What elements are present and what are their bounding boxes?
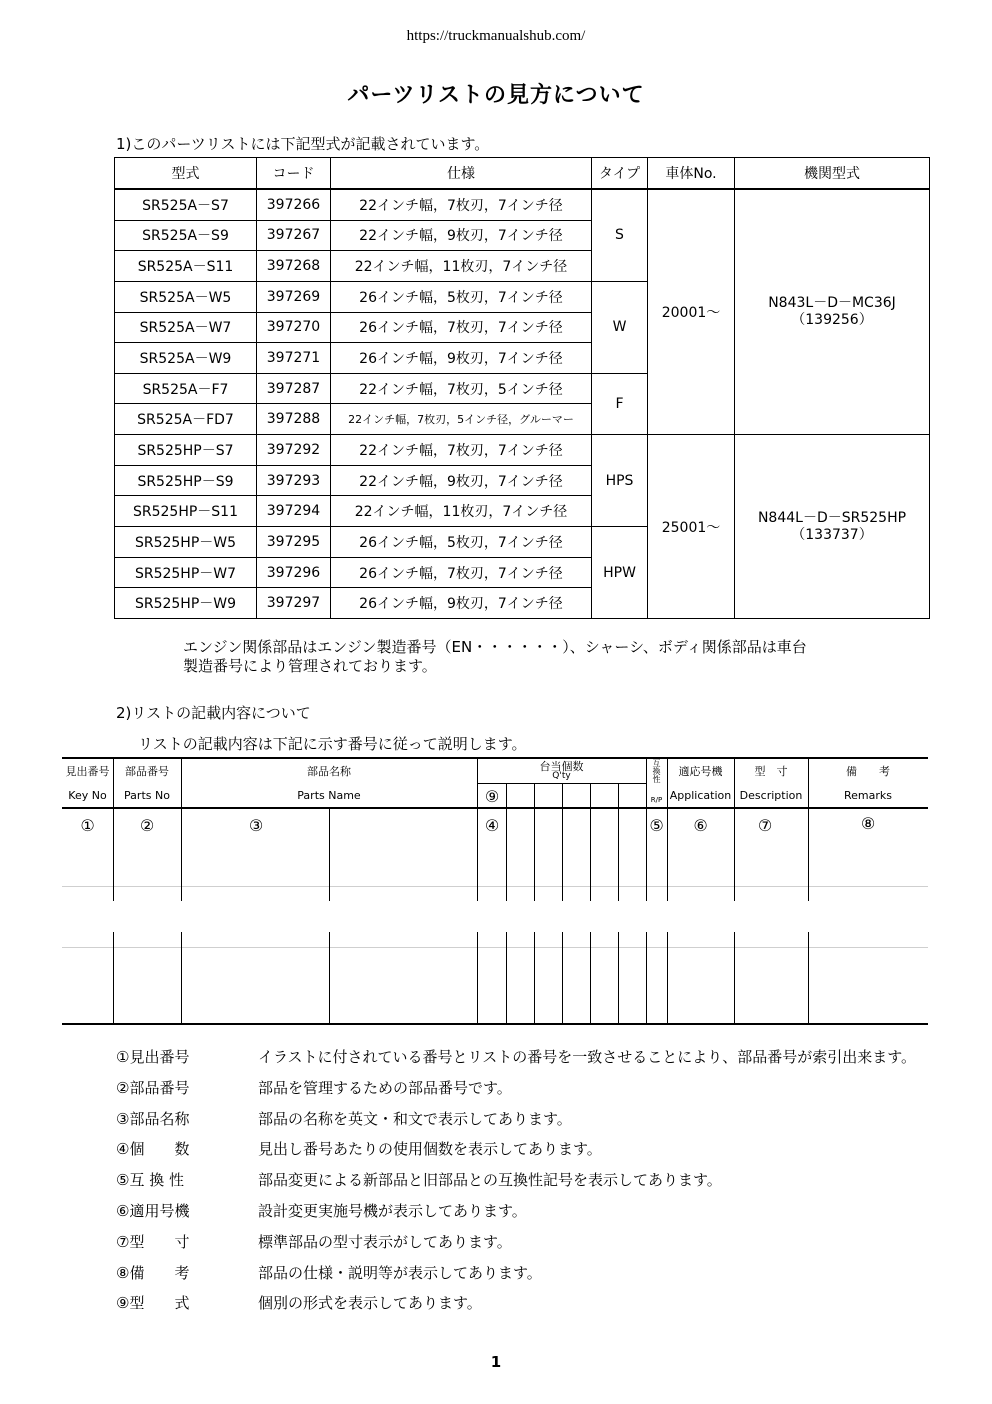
body-separator — [590, 809, 591, 901]
model-cell: SR525HP－S7 — [115, 435, 257, 466]
spec-cell: 22インチ幅，11枚刃，7インチ径 — [331, 251, 592, 282]
legend-desc: 標準部品の型寸表示がしてあります。 — [258, 1233, 512, 1251]
note-line-2: 製造番号により管理されております。 — [183, 657, 437, 675]
models-table-header — [115, 158, 930, 190]
marker-parts-no: ② — [139, 816, 155, 835]
header-remarks-jp: 備 考 — [846, 765, 890, 778]
legend-item — [116, 1169, 936, 1189]
spec-cell: 22インチ幅，11枚刃，7インチ径 — [331, 496, 592, 527]
code-cell: 397288 — [257, 404, 331, 435]
marker-description: ⑦ — [757, 816, 773, 835]
header-description-en: Description — [739, 789, 803, 802]
interchange-char: 互 — [652, 759, 661, 768]
qty-sub-separator — [534, 783, 535, 807]
model-cell: SR525A－W9 — [115, 343, 257, 374]
spec-cell: 26インチ幅，5枚刃，7インチ径 — [331, 527, 592, 558]
body-separator — [506, 932, 507, 1023]
code-cell: 397287 — [257, 373, 331, 404]
marker-application: ⑥ — [693, 816, 708, 835]
code-cell: 397295 — [257, 527, 331, 558]
header-key-no-en: Key No — [68, 789, 107, 802]
sample-row-divider — [62, 947, 928, 948]
spec-cell: 22インチ幅，7枚刃，5インチ径，グルーマー — [331, 404, 592, 435]
body-separator — [477, 809, 478, 901]
model-cell: SR525A－S9 — [115, 220, 257, 251]
body-separator — [477, 932, 478, 1023]
spec-cell: 26インチ幅，7枚刃，7インチ径 — [331, 312, 592, 343]
table-row — [115, 189, 930, 220]
legend-key: ⑧備 考 — [116, 1264, 190, 1282]
legend-desc: 設計変更実施号機が表示してあります。 — [258, 1202, 527, 1220]
engine-model: N844L－D－SR525HP — [757, 509, 907, 526]
code-cell: 397266 — [257, 189, 331, 220]
header-description-jp: 型 寸 — [754, 765, 788, 778]
legend-item — [116, 1231, 936, 1251]
model-cell: SR525HP－S11 — [115, 496, 257, 527]
header-parts-no-en: Parts No — [124, 789, 170, 802]
spec-cell: 22インチ幅，9枚刃，7インチ径 — [331, 220, 592, 251]
header-model: 型式 — [115, 158, 257, 190]
marker-interchange: ⑤ — [649, 816, 664, 835]
header-interchange-jp — [646, 760, 667, 784]
legend-desc: 部品の名称を英文・和文で表示してあります。 — [258, 1110, 572, 1128]
spec-cell: 26インチ幅，9枚刃，7インチ径 — [331, 343, 592, 374]
page-url: https://truckmanualshub.com/ — [406, 28, 586, 44]
legend-item — [116, 1046, 936, 1066]
type-cell: W — [592, 281, 648, 373]
qty-sub-separator — [590, 783, 591, 807]
body-separator — [113, 932, 114, 1023]
body-separator — [646, 932, 647, 1023]
model-cell: SR525A－W5 — [115, 281, 257, 312]
legend-desc: 部品の仕様・説明等が表示してあります。 — [258, 1264, 542, 1282]
code-cell: 397268 — [257, 251, 331, 282]
code-cell: 397267 — [257, 220, 331, 251]
type-cell: S — [592, 189, 648, 281]
spec-cell: 22インチ幅，7枚刃，7インチ径 — [331, 435, 592, 466]
body-separator — [181, 932, 182, 1023]
marker-parts-name: ③ — [248, 816, 264, 835]
spec-cell: 26インチ幅，9枚刃，7インチ径 — [331, 588, 592, 619]
body-no-cell: 25001～ — [648, 435, 735, 619]
sample-header-border — [62, 807, 928, 809]
legend-item — [116, 1292, 936, 1312]
header-key-no-jp: 見出番号 — [65, 765, 110, 778]
interchange-char: 性 — [652, 775, 661, 784]
engine-cell — [735, 435, 930, 619]
spec-cell: 26インチ幅，5枚刃，7インチ径 — [331, 281, 592, 312]
model-cell: SR525A－FD7 — [115, 404, 257, 435]
models-table — [114, 157, 930, 619]
legend-item — [116, 1077, 936, 1097]
note-line-1: エンジン関係部品はエンジン製造番号（EN・・・・・・）、シャーシ、ボディ関係部品は車台 — [183, 638, 807, 656]
legend-item — [116, 1262, 936, 1282]
legend-key: ⑤互 換 性 — [116, 1171, 184, 1189]
body-separator — [534, 932, 535, 1023]
body-separator — [618, 809, 619, 901]
section-2-subheading: リストの記載内容は下記に示す番号に従って説明します。 — [138, 735, 527, 753]
legend-desc: 部品を管理するための部品番号です。 — [258, 1079, 512, 1097]
type-cell: HPW — [592, 527, 648, 619]
model-cell: SR525HP－W9 — [115, 588, 257, 619]
spec-cell: 22インチ幅，7枚刃，7インチ径 — [331, 189, 592, 220]
code-cell: 397271 — [257, 343, 331, 374]
model-cell: SR525A－W7 — [115, 312, 257, 343]
legend-key: ⑦型 寸 — [116, 1233, 190, 1251]
legend-item — [116, 1138, 936, 1158]
section-2-heading: 2)リストの記載内容について — [116, 704, 311, 722]
body-separator — [506, 809, 507, 901]
qty-sub-separator — [506, 783, 507, 807]
interchange-char: 換 — [652, 767, 661, 776]
header-application-en: Application — [669, 789, 732, 802]
body-separator — [618, 932, 619, 1023]
code-cell: 397292 — [257, 435, 331, 466]
header-parts-no-jp: 部品番号 — [125, 765, 169, 778]
header-code: コード — [257, 158, 331, 190]
model-cell: SR525A－F7 — [115, 373, 257, 404]
type-cell: HPS — [592, 435, 648, 527]
header-engine: 機関型式 — [735, 158, 930, 190]
model-cell: SR525A－S7 — [115, 189, 257, 220]
body-separator — [667, 932, 668, 1023]
header-type: タイプ — [592, 158, 648, 190]
legend-desc: イラストに付されている番号とリストの番号を一致させることにより、部品番号が索引出来ます。 — [258, 1048, 917, 1066]
body-separator — [562, 809, 563, 901]
code-cell: 397269 — [257, 281, 331, 312]
page-number: 1 — [490, 1353, 502, 1371]
code-cell: 397293 — [257, 465, 331, 496]
qty-sub-separator — [618, 783, 619, 807]
header-application-jp: 適応号機 — [678, 765, 723, 778]
body-separator — [534, 809, 535, 901]
header-remarks-en: Remarks — [844, 789, 892, 802]
code-cell: 397294 — [257, 496, 331, 527]
spec-cell: 22インチ幅，9枚刃，7インチ径 — [331, 465, 592, 496]
header-qty-jp: 台当個数 — [539, 760, 584, 773]
marker-remarks: ⑧ — [860, 814, 876, 833]
legend-key: ④個 数 — [116, 1140, 190, 1158]
engine-code: （139256） — [791, 312, 873, 329]
sample-bottom-border — [62, 1023, 928, 1025]
marker-key-no: ① — [80, 816, 95, 835]
code-cell: 397270 — [257, 312, 331, 343]
header-interchange-en: R/P — [650, 796, 663, 804]
legend-key: ⑨型 式 — [116, 1294, 190, 1312]
qty-sub-separator — [562, 783, 563, 807]
model-cell: SR525HP－S9 — [115, 465, 257, 496]
model-cell: SR525HP－W7 — [115, 557, 257, 588]
body-separator — [808, 932, 809, 1023]
management-note — [183, 638, 807, 676]
section-1-heading: 1)このパーツリストには下記型式が記載されています。 — [116, 135, 490, 153]
qty-type-marker: ⑨ — [484, 787, 500, 806]
legend-item — [116, 1108, 936, 1128]
body-separator — [590, 932, 591, 1023]
code-cell: 397296 — [257, 557, 331, 588]
model-cell: SR525A－S11 — [115, 251, 257, 282]
engine-code: （133737） — [791, 526, 873, 543]
header-spec: 仕様 — [331, 158, 592, 190]
legend-desc: 部品変更による新部品と旧部品との互換性記号を表示してあります。 — [258, 1171, 722, 1189]
page-title: パーツリストの見方について — [347, 83, 645, 108]
header-body-no: 車体No. — [648, 158, 735, 190]
model-cell: SR525HP－W5 — [115, 527, 257, 558]
body-separator — [562, 932, 563, 1023]
body-separator — [329, 932, 330, 1023]
spec-cell: 22インチ幅，7枚刃，5インチ径 — [331, 373, 592, 404]
legend-desc: 見出し番号あたりの使用個数を表示してあります。 — [258, 1140, 602, 1158]
marker-qty: ④ — [484, 816, 500, 835]
engine-cell — [735, 189, 930, 435]
sample-row-divider — [62, 886, 928, 887]
engine-model: N843L－D－MC36J — [768, 295, 896, 312]
header-parts-name-jp: 部品名称 — [307, 765, 351, 778]
type-cell: F — [592, 373, 648, 434]
code-cell: 397297 — [257, 588, 331, 619]
header-parts-name-en: Parts Name — [297, 789, 361, 802]
body-separator — [734, 932, 735, 1023]
legend-desc: 個別の形式を表示してあります。 — [258, 1294, 482, 1312]
legend-key: ①見出番号 — [116, 1048, 190, 1066]
legend-key: ②部品番号 — [116, 1079, 190, 1097]
spec-cell: 26インチ幅，7枚刃，7インチ径 — [331, 557, 592, 588]
body-no-cell: 20001～ — [648, 189, 735, 435]
table-row — [115, 435, 930, 466]
legend-key: ⑥適用号機 — [116, 1202, 190, 1220]
legend-key: ③部品名称 — [116, 1110, 190, 1128]
header-qty-en: Q'ty — [552, 771, 571, 781]
legend-item — [116, 1200, 936, 1220]
